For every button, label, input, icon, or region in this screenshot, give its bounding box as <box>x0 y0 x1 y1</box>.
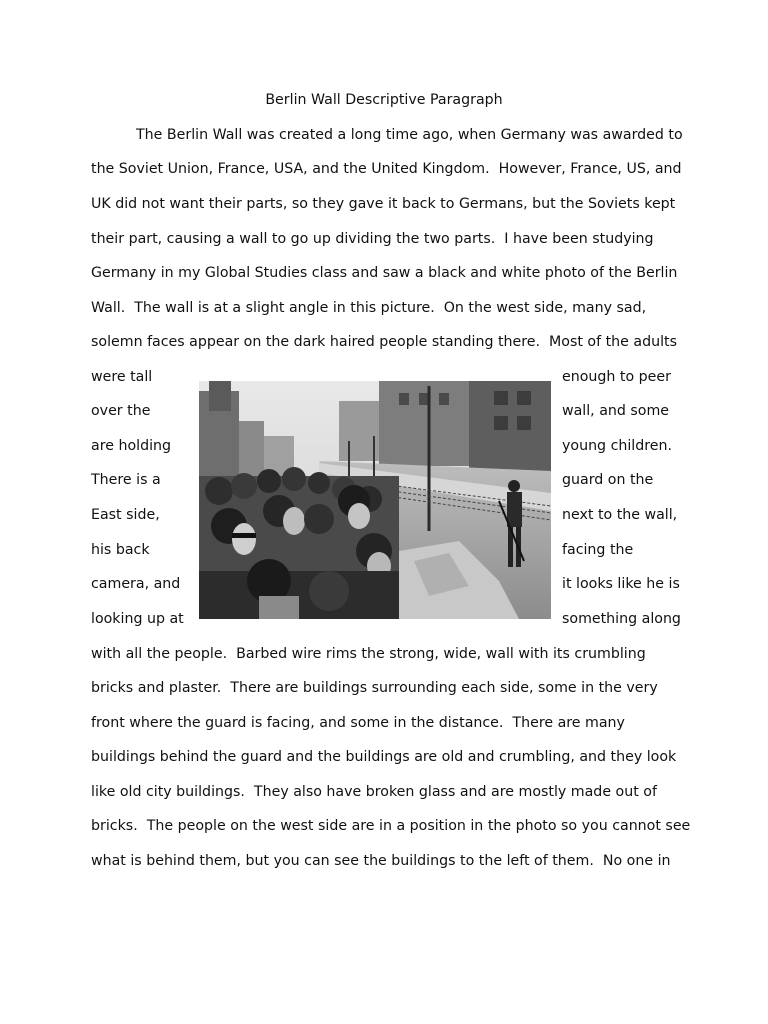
wrap-left-line: There is a <box>91 472 161 488</box>
wrap-left-line: looking up at <box>91 611 184 627</box>
berlin-wall-photo-illustration <box>199 381 551 619</box>
wrap-right-line: guard on the <box>562 472 654 488</box>
wrap-left-line: camera, and <box>91 576 181 592</box>
berlin-wall-photo <box>199 381 551 619</box>
paragraph-line: bricks and plaster. There are buildings surrounding each side, some in the very <box>91 680 658 696</box>
wrap-right-line: next to the wall, <box>562 507 678 523</box>
wrap-right-line: enough to peer <box>562 369 671 385</box>
paragraph-line: The Berlin Wall was created a long time ago, when Germany was awarded to <box>136 127 683 143</box>
paragraph-line: with all the people. Barbed wire rims the strong, wide, wall with its crumbling <box>91 646 646 662</box>
wrap-right-line: facing the <box>562 542 634 558</box>
wrap-right-line: it looks like he is <box>562 576 680 592</box>
paragraph-line: solemn faces appear on the dark haired people standing there. Most of the adults <box>91 334 677 350</box>
paragraph-line: like old city buildings. They also have broken glass and are mostly made out of <box>91 784 657 800</box>
wrap-left-line: his back <box>91 542 150 558</box>
paragraph-line: UK did not want their parts, so they gave it back to Germans, but the Soviets kept <box>91 196 676 212</box>
paragraph-line: bricks. The people on the west side are in a position in the photo so you cannot see <box>91 818 691 834</box>
wrap-left-line: East side, <box>91 507 160 523</box>
paragraph-line: what is behind them, but you can see the buildings to the left of them. No one in <box>91 853 671 869</box>
wrap-left-line: over the <box>91 403 151 419</box>
paragraph-line: buildings behind the guard and the buildings are old and crumbling, and they look <box>91 749 677 765</box>
wrap-left-line: are holding <box>91 438 172 454</box>
paragraph-line: Germany in my Global Studies class and saw a black and white photo of the Berlin <box>91 265 678 281</box>
paragraph-line: front where the guard is facing, and some in the distance. There are many <box>91 715 625 731</box>
document-title: Berlin Wall Descriptive Paragraph <box>265 92 503 108</box>
paragraph-line: the Soviet Union, France, USA, and the United Kingdom. However, France, US, and <box>91 161 682 177</box>
wrap-right-line: something along <box>562 611 681 627</box>
paragraph-line: their part, causing a wall to go up dividing the two parts. I have been studying <box>91 231 654 247</box>
wrap-left-line: were tall <box>91 369 153 385</box>
paragraph-line: Wall. The wall is at a slight angle in this picture. On the west side, many sad, <box>91 300 647 316</box>
wrap-right-line: young children. <box>562 438 673 454</box>
wrap-right-line: wall, and some <box>562 403 670 419</box>
